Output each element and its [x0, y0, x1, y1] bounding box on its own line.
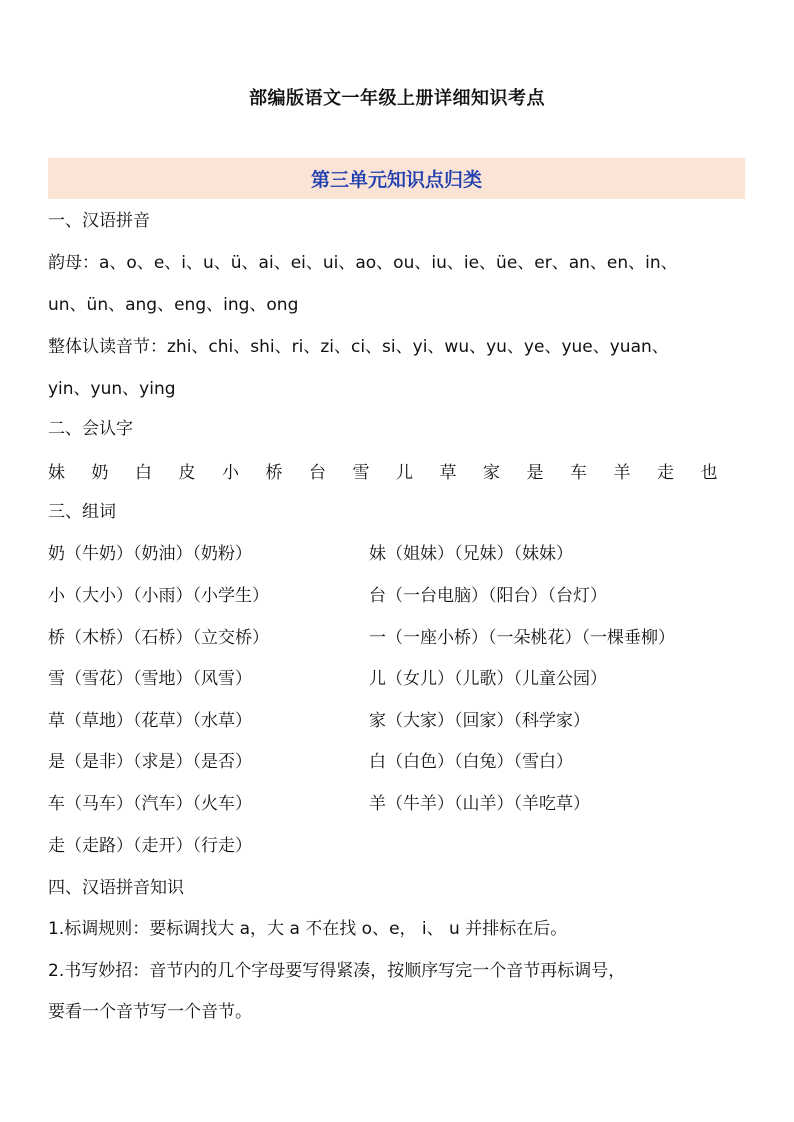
char-item: 雪: [352, 463, 370, 483]
word-group-left: 草（草地）（花草）（水草）: [48, 711, 252, 731]
finals-line-2: un、ün、ang、eng、ing、ong: [48, 295, 299, 315]
char-item: 儿: [396, 463, 413, 483]
section2-heading: 二、会认字: [48, 419, 133, 439]
word-group-right: 一（一座小桥）（一朵桃花）（一棵垂柳）: [369, 628, 675, 648]
char-item: 皮: [178, 463, 196, 483]
unit-banner-text: 第三单元知识点归类: [310, 169, 482, 191]
writing-tip-line-1: 2.书写妙招：音节内的几个字母要写得紧凑，按顺序写完一个音节再标调号，: [48, 961, 626, 981]
char-item: 家: [483, 463, 500, 483]
tone-rule: 1.标调规则：要标调找大 a，大 a 不在找 o、e， i、 u 并排标在后。: [48, 919, 568, 939]
writing-tip-line-2: 要看一个音节写一个音节。: [48, 1002, 252, 1022]
unit-banner: [48, 158, 745, 199]
document-title: 部编版语文一年级上册详细知识考点: [249, 88, 545, 109]
char-item: 是: [526, 463, 544, 483]
word-group-left: 是（是非）（求是）（是否）: [48, 752, 252, 772]
word-group-right: 家（大家）（回家）（科学家）: [369, 711, 590, 731]
section4-heading: 四、汉语拼音知识: [48, 878, 184, 898]
section1-heading: 一、汉语拼音: [48, 211, 150, 231]
word-group-left: 桥（木桥）（石桥）（立交桥）: [48, 628, 269, 648]
syllables-line-1: 整体认读音节：zhi、chi、shi、ri、zi、ci、si、yi、wu、yu、ye、yue、yuan、: [48, 337, 669, 357]
char-item: 白: [135, 463, 152, 483]
word-group-right: 羊（牛羊）（山羊）（羊吃草）: [369, 794, 590, 814]
char-item: 草: [439, 463, 457, 483]
finals-line-1: 韵母：a、o、e、i、u、ü、ai、ei、ui、ao、ou、iu、ie、üe、er、an、en、in、: [48, 253, 678, 273]
word-group-right: 儿（女儿）（儿歌）（儿童公园）: [369, 669, 607, 689]
recognition-characters: [48, 458, 748, 483]
word-group-right: 白（白色）（白兔）（雪白）: [369, 752, 573, 772]
char-item: 羊: [613, 463, 631, 483]
char-item: 走: [657, 463, 674, 483]
char-item: 小: [222, 463, 239, 483]
word-group-right: 台（一台电脑）（阳台）（台灯）: [369, 586, 607, 606]
char-item: 桥: [265, 463, 283, 483]
section3-heading: 三、组词: [48, 502, 116, 522]
char-item: 妹: [48, 463, 65, 483]
word-group-left: 车（马车）（汽车）（火车）: [48, 794, 252, 814]
word-group-left: 雪（雪花）（雪地）（风雪）: [48, 669, 252, 689]
char-item: 奶: [91, 463, 109, 483]
word-group-left: 奶（牛奶）（奶油）（奶粉）: [48, 544, 252, 564]
word-group-left: 走（走路）（走开）（行走）: [48, 836, 252, 856]
char-item: 台: [309, 463, 326, 483]
char-item: 也: [700, 463, 718, 483]
syllables-line-2: yin、yun、ying: [48, 379, 176, 399]
word-group-right: 妹（姐妹）（兄妹）（妹妹）: [369, 544, 573, 564]
char-item: 车: [570, 463, 587, 483]
word-group-left: 小（大小）（小雨）（小学生）: [48, 586, 269, 606]
